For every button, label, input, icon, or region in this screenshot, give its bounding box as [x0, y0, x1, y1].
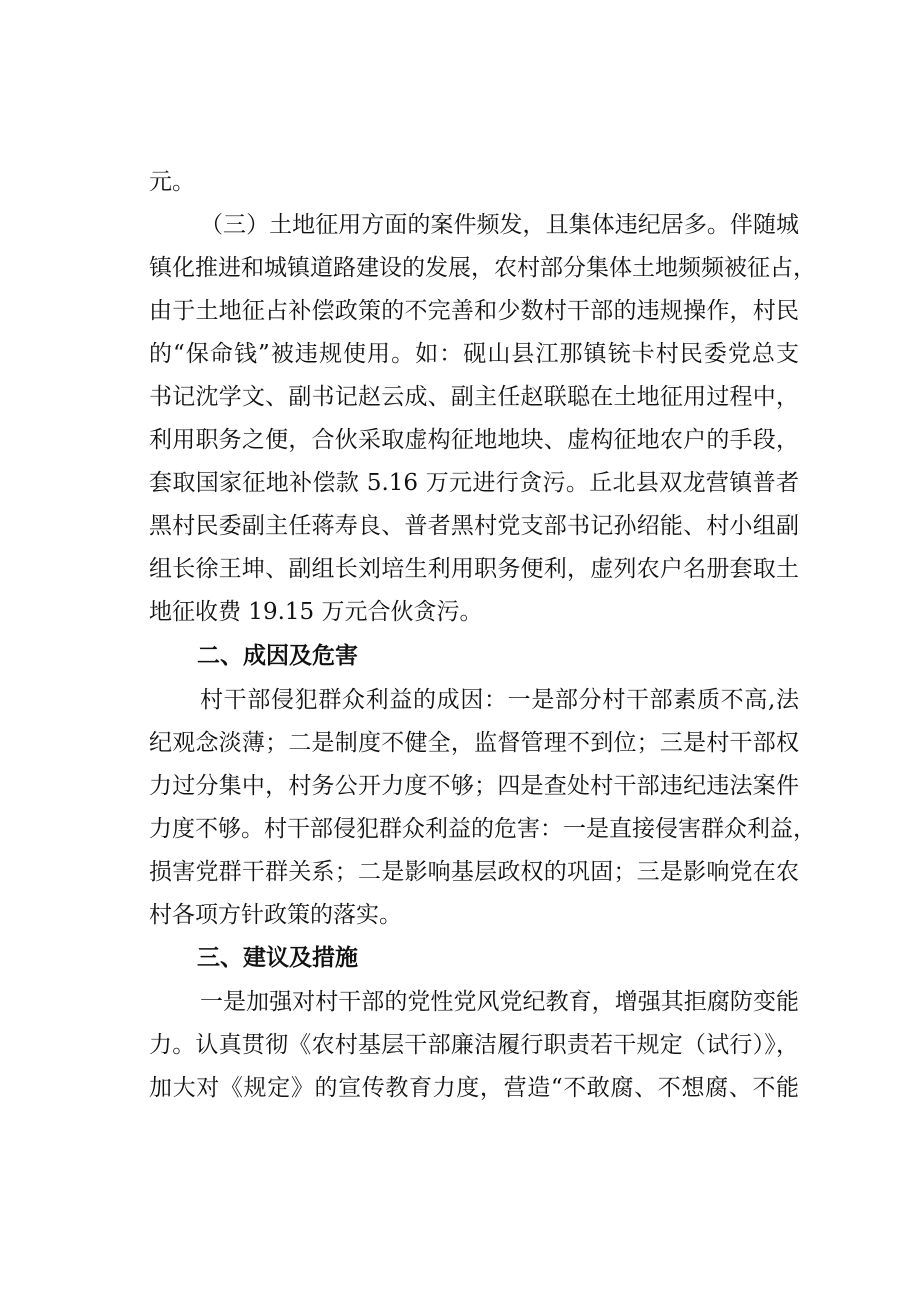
text-line: 组长徐王坤、副组长刘培生利用职务便利，虚列农户名册套取土	[149, 556, 799, 582]
text-line: 一是加强对村干部的党性党风党纪教育，增强其拒腐防变能	[200, 989, 799, 1015]
text-line: 书记沈学文、副书记赵云成、副主任赵联聪在土地征用过程中，	[149, 384, 799, 410]
text-line: 力度不够。村干部侵犯群众利益的危害：一是直接侵害群众利益，	[149, 816, 816, 842]
text-line: 地征收费 19.15 万元合伙贪污。	[149, 599, 483, 625]
text-line: 力。认真贯彻《农村基层干部廉洁履行职责若干规定（试行）》，	[149, 1032, 799, 1058]
text-line: 村干部侵犯群众利益的成因：一是部分村干部素质不高,法	[200, 687, 799, 713]
text-line: 的“保命钱”被违规使用。如：砚山县江那镇铳卡村民委党总支	[149, 341, 799, 367]
text-line: 村各项方针政策的落实。	[149, 902, 402, 928]
text-line: 力过分集中，村务公开力度不够；四是查处村干部违纪违法案件	[149, 773, 799, 799]
text-line: 加大对《规定》的宣传教育力度，营造“不敢腐、不想腐、不能	[149, 1075, 799, 1101]
text-line: （三）土地征用方面的案件频发，且集体违纪居多。伴随城	[200, 212, 799, 238]
text-line: 镇化推进和城镇道路建设的发展，农村部分集体土地频频被征占，	[149, 255, 816, 281]
text-line: 黑村民委副主任蒋寿良、普者黑村党支部书记孙绍能、村小组副	[149, 513, 799, 539]
section-heading-causes: 二、成因及危害	[197, 643, 358, 669]
text-line: 利用职务之便，合伙采取虚构征地地块、虚构征地农户的手段，	[149, 427, 799, 453]
text-line: 纪观念淡薄；二是制度不健全，监督管理不到位；三是村干部权	[149, 730, 799, 756]
text-line: 由于土地征占补偿政策的不完善和少数村干部的违规操作，村民	[149, 298, 799, 324]
text-line: 套取国家征地补偿款 5.16 万元进行贪污。丘北县双龙营镇普者	[149, 470, 799, 496]
text-line: 元。	[149, 169, 195, 195]
section-heading-measures: 三、建议及措施	[197, 945, 358, 971]
text-line: 损害党群干群关系；二是影响基层政权的巩固；三是影响党在农	[149, 859, 799, 885]
